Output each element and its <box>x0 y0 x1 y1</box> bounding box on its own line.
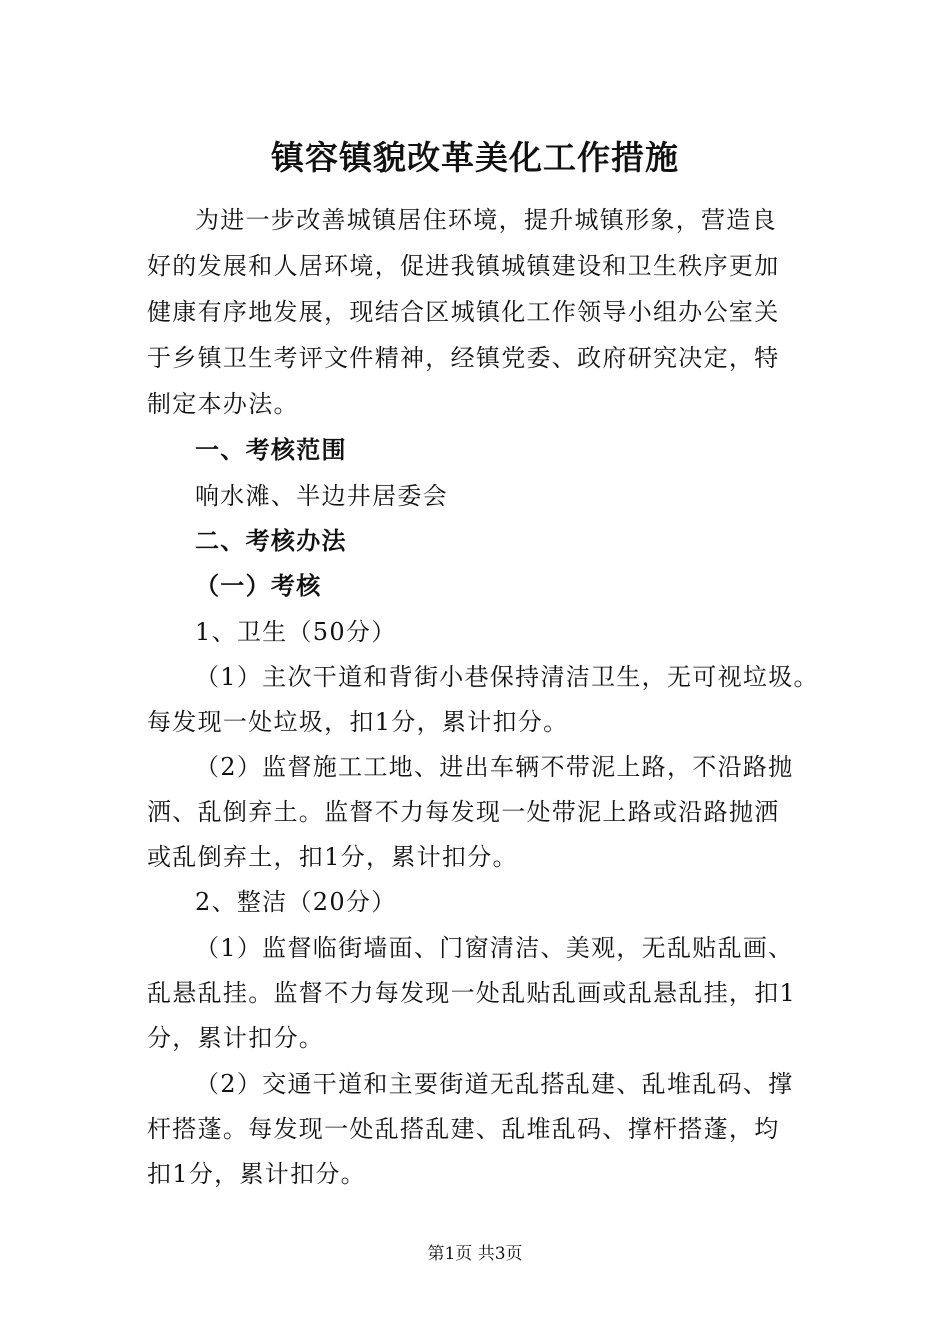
paragraph-line: 洒、乱倒弃土。监督不力每发现一处带泥上路或沿路抛洒 <box>147 798 780 826</box>
section-heading: 二、考核办法 <box>195 526 347 555</box>
paragraph-line: 杆搭蓬。每发现一处乱搭乱建、乱堆乱码、撑杆搭蓬，均 <box>147 1115 780 1143</box>
document-title: 镇容镇貌改革美化工作措施 <box>271 138 679 177</box>
paragraph-line: （2）交通干道和主要街道无乱搭乱建、乱堆乱码、撑 <box>195 1070 794 1098</box>
paragraph-line: （2）监督施工工地、进出车辆不带泥上路，不沿路抛 <box>195 753 794 781</box>
paragraph-line: 健康有序地发展，现结合区城镇化工作领导小组办公室关 <box>147 298 780 326</box>
paragraph-line: 乱悬乱挂。监督不力每发现一处乱贴乱画或乱悬乱挂，扣1 <box>147 979 797 1007</box>
page-footer: 第1页 共3页 <box>427 1244 523 1264</box>
paragraph-line: 分，累计扣分。 <box>147 1024 325 1052</box>
paragraph-line: 响水滩、半边井居委会 <box>195 482 448 510</box>
subsection-heading: （一）考核 <box>195 571 322 600</box>
paragraph-line: （1）监督临街墙面、门窗清洁、美观，无乱贴乱画、 <box>195 934 794 962</box>
item-heading: 1、卫生（50分） <box>195 618 397 646</box>
paragraph-line: 扣1分，累计扣分。 <box>147 1160 366 1188</box>
paragraph-line: 或乱倒弃土，扣1分，累计扣分。 <box>147 843 518 871</box>
paragraph-line: 为进一步改善城镇居住环境，提升城镇形象，营造良 <box>195 206 777 234</box>
paragraph-line: 好的发展和人居环境，促进我镇城镇建设和卫生秩序更加 <box>147 252 780 280</box>
paragraph-line: （1）主次干道和背街小巷保持清洁卫生，无可视垃圾。 <box>195 663 819 691</box>
paragraph-line: 于乡镇卫生考评文件精神，经镇党委、政府研究决定，特 <box>147 344 780 372</box>
paragraph-line: 制定本办法。 <box>147 390 299 418</box>
section-heading: 一、考核范围 <box>195 435 347 464</box>
paragraph-line: 每发现一处垃圾，扣1分，累计扣分。 <box>147 708 569 736</box>
item-heading: 2、整洁（20分） <box>195 888 397 916</box>
